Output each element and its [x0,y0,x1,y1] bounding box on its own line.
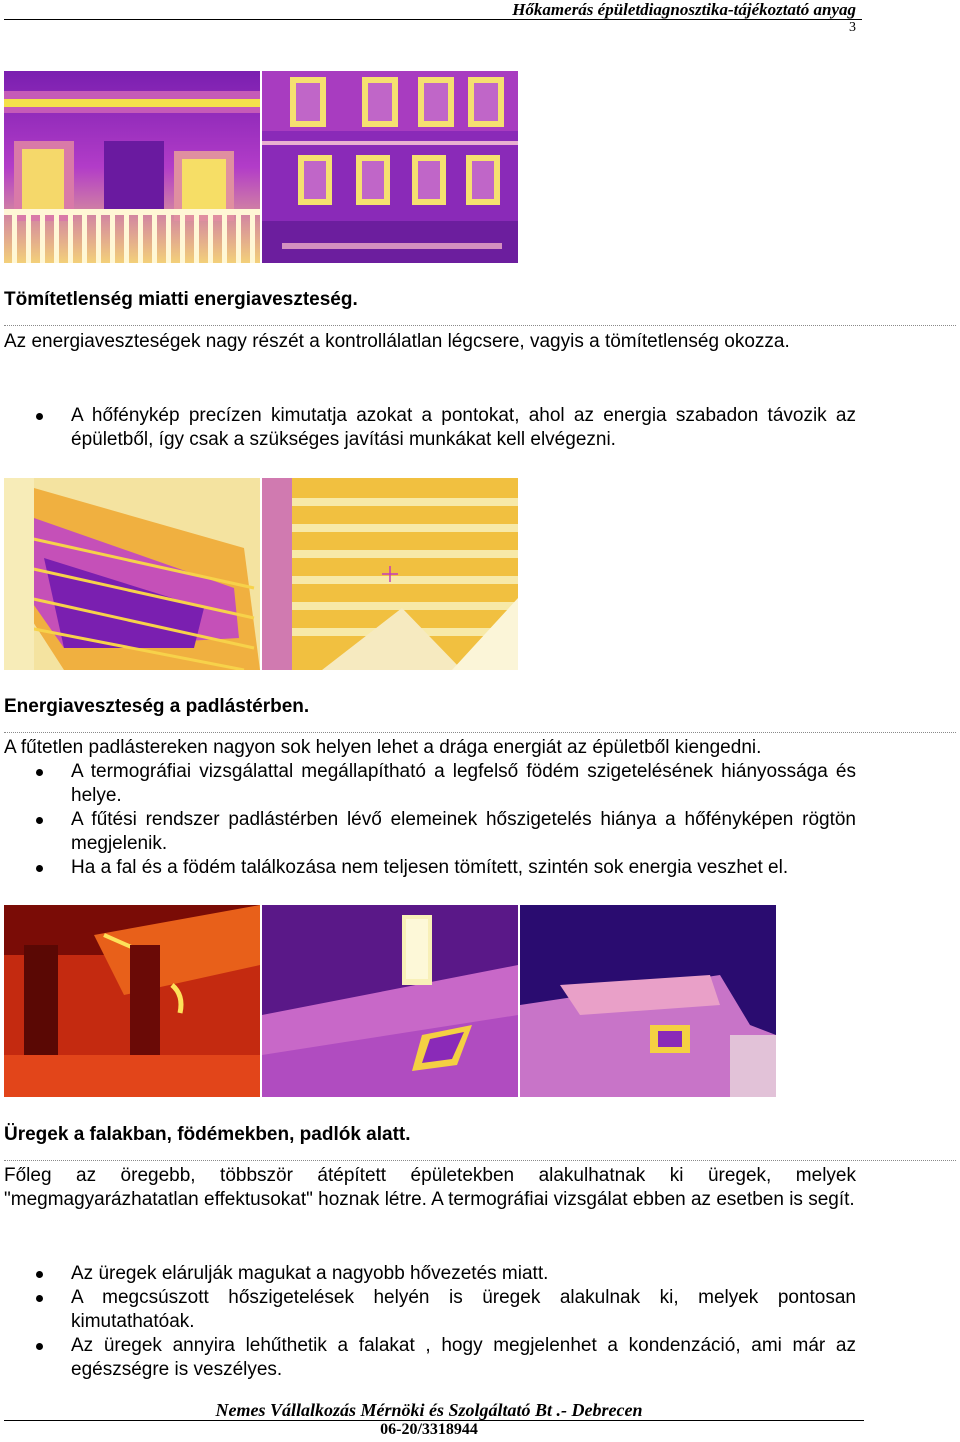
list-item: A hőfénykép precízen kimutatja azokat a pontokat, ahol az energia szabadon távozik az épületből, így csak a szükséges javítási munkákat kell elvégezni. [0,404,856,452]
footer-company: Nemes Vállalkozás Mérnöki és Szolgáltató Bt .- Debrecen [215,1400,643,1420]
thermal-image-roof-chimney [262,905,518,1097]
bullet-icon [36,413,43,420]
dotted-divider [4,325,956,326]
bullet-icon [36,865,43,872]
footer-phone: 06-20/3318944 [380,1421,478,1438]
bullet-icon [36,817,43,824]
list-item: A fűtési rendszer padlástérben lévő elemeinek hőszigetelés hiánya a hőfényképen rögtön megjelenik. [0,808,856,856]
bullet-icon [36,769,43,776]
bullet-list [0,1262,856,1382]
thermal-image-red-beams [4,905,260,1097]
dotted-divider [4,1160,956,1161]
bullet-icon [36,1271,43,1278]
dotted-divider [4,732,956,733]
page-number: 3 [849,20,856,35]
section-paragraph: Főleg az öregebb, többször átépített épületekben alakulhatnak ki üregek, melyek "megmagyarázhatatlan effektusokat" hoznak létre. A termográfiai vizsgálat ebben az esetben is segít. [4,1165,856,1210]
list-item: A megcsúszott hőszigetelések helyén is üregek alakulnak ki, melyek pontosan kimutathatóak. [0,1286,856,1334]
list-item: Az üregek annyira lehűthetik a falakat , hogy megjelenhet a kondenzáció, ami már az egészségre is veszélyes. [0,1334,856,1382]
thermal-image-facade [262,71,518,263]
thermal-image-balcony [4,71,260,263]
bullet-list [0,760,856,880]
section-paragraph: A fűtetlen padlástereken nagyon sok helyen lehet a drága energiát az épületből kiengedni. [4,737,762,758]
thermal-image-roof-skylight [520,905,776,1097]
bullet-list [0,404,856,452]
section-paragraph: Az energiaveszteségek nagy részét a kontrollálatlan légcsere, vagyis a tömítetlenség okozza. [4,331,790,352]
list-item: Az üregek elárulják magukat a nagyobb hővezetés miatt. [0,1262,856,1286]
list-item: Ha a fal és a födém találkozása nem teljesen tömített, szintén sok energia veszhet el. [0,856,856,880]
bullet-icon [36,1343,43,1350]
thermal-image-attic-wall [4,478,260,670]
section-heading-attic: Energiaveszteség a padlástérben. [4,696,310,717]
header-rule [4,19,862,20]
section-heading-cavities: Üregek a falakban, födémekben, padlók alatt. [4,1124,411,1145]
header-title: Hőkamerás épületdiagnosztika-tájékoztató anyag [512,0,856,19]
section-heading-leakage: Tömítetlenség miatti energiaveszteség. [4,289,358,310]
list-item: A termográfiai vizsgálattal megállapítható a legfelső födém szigetelésének hiányossága és helye. [0,760,856,808]
bullet-icon [36,1295,43,1302]
thermal-image-attic-ceiling [262,478,518,670]
